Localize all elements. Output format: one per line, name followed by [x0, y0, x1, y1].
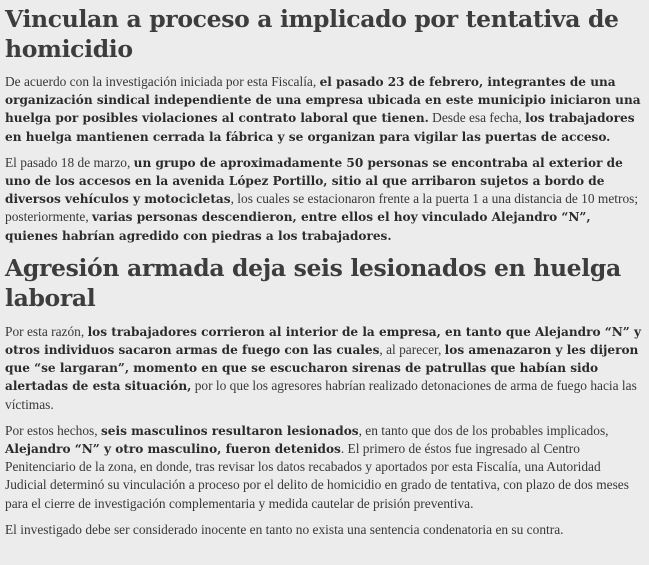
article-subheadline: Agresión armada deja seis lesionados en huelga laboral: [5, 253, 621, 312]
paragraph-text: . El primero de éstos fue ingresado al Centro Penitenciario de la zona, en donde, tras revisar los datos recabados y aportados por esta Fiscalía, una Autoridad Judicial determinó su vinculación a proceso por el delito de homicidio en grado de tentativa, con plazo de dos meses para el cierre de investigación complementaria y medida cautelar de prisión preventiva.: [5, 441, 629, 511]
article-paragraph: [5, 154, 641, 245]
paragraph-text: , en tanto que dos de los probables implicados,: [358, 422, 609, 438]
paragraph-text: Por estos hechos,: [5, 422, 101, 438]
paragraph-bold-text: un grupo de aproximadamente 50 personas se encontraba al exterior de uno de los accesos en la avenida López Portillo, sitio al que arribaron sujetos a bordo de diversos vehículos y motocicletas: [5, 155, 623, 207]
paragraph-bold-text: el pasado 23 de febrero, integrantes de una organización sindical independiente de una empresa ubicada en este municipio iniciaron una huelga por posibles violaciones al contrato laboral que tienen.: [5, 75, 641, 126]
paragraph-bold-text: los amenazaron y les dijeron que “se largaran”, momento en que se escucharon sirenas de patrullas que habían sido alertadas de esta situación,: [5, 343, 639, 394]
paragraph-bold-text: Alejandro “N” y otro masculino, fueron detenidos: [5, 442, 341, 457]
paragraph-text: El investigado debe ser considerado inocente en tanto no exista una sentencia condenatoria en su contra.: [5, 521, 564, 537]
paragraph-bold-text: seis masculinos resultaron lesionados: [100, 423, 359, 438]
paragraph-text: por lo que los agresores habrían realizado detonaciones de arma de fuego hacia las víctimas.: [5, 378, 637, 412]
paragraph-text: , los cuales se estacionaron frente a la puerta 1 a una distancia de 10 metros; posteriormente,: [5, 191, 639, 225]
paragraph-text: De acuerdo con la investigación iniciada por esta Fiscalía,: [5, 74, 320, 89]
article-paragraph: [5, 323, 641, 414]
paragraph-text: Por esta razón,: [5, 323, 88, 339]
paragraph-bold-text: los trabajadores corrieron al interior de la empresa, en tanto que Alejandro “N” y otros individuos sacaron armas de fuego con las cuales: [5, 324, 641, 358]
article-headline: Vinculan a proceso a implicado por tentativa de homicidio: [5, 5, 619, 63]
paragraph-text: , al parecer,: [379, 342, 445, 358]
paragraph-bold-text: los trabajadores en huelga mantienen cerrada la fábrica y se organizan para vigilar las puertas de acceso.: [5, 111, 635, 144]
article-paragraph: [5, 422, 641, 513]
article-paragraph: [5, 521, 641, 539]
article-paragraph: [5, 73, 641, 146]
paragraph-text: El pasado 18 de marzo,: [5, 154, 134, 170]
paragraph-bold-text: varias personas descendieron, entre ellos el hoy vinculado Alejandro “N”, quienes habrían agredido con piedras a los trabajadores.: [5, 210, 591, 243]
paragraph-text: Desde esa fecha,: [428, 110, 526, 126]
